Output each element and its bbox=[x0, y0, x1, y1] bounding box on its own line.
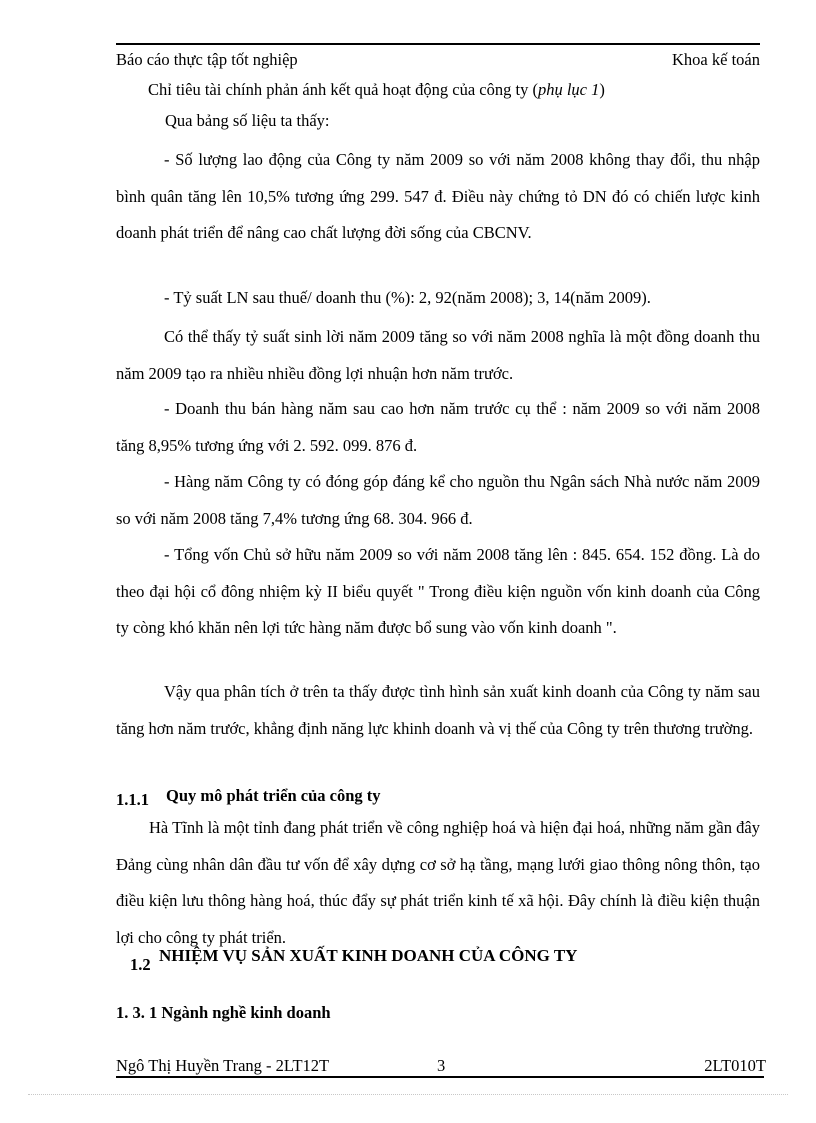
footer-code: 2LT010T bbox=[704, 1056, 766, 1075]
paragraph-budget: - Hàng năm Công ty có đóng góp đáng kể cho nguồn thu Ngân sách Nhà nước năm 2009 so với năm 2008 tăng 7,4% tương ứng 68. 304. 966 đ. bbox=[116, 472, 760, 528]
footer-author: Ngô Thị Huyền Trang - 2LT12T bbox=[116, 1056, 330, 1075]
paragraph-ha-tinh: Hà Tĩnh là một tỉnh đang phát triển về công nghiệp hoá và hiện đại hoá, những năm gần đây Đảng cùng nhân dân đầu tư vốn để xây dựng cơ sở hạ tầng, mạng lưới giao thông nông thôn, tạo điều kiện lưu thông hàng hoá, thúc đẩy sự phát triển kinh tế xã hội. Đây chính là điều kiện thuận lợi cho công ty phát triển. bbox=[116, 818, 760, 947]
section-number-1-1-1: 1.1.1 bbox=[116, 790, 149, 809]
paragraph-conclusion: Vậy qua phân tích ở trên ta thấy được tình hình sản xuất kinh doanh của Công ty năm sau tăng hơn năm trước, khẳng định năng lực khinh doanh và vị thế của Công ty trên thương trường. bbox=[116, 682, 760, 738]
section-heading-scale: Quy mô phát triển của công ty bbox=[166, 786, 381, 805]
section-number-1-2: 1.2 bbox=[130, 955, 151, 974]
intro-text: Chỉ tiêu tài chính phản ánh kết quả hoạt động của công ty ( bbox=[148, 80, 538, 99]
paragraph-profit-ratio: - Tỷ suất LN sau thuế/ doanh thu (%): 2, 92(năm 2008); 3, 14(năm 2009). bbox=[164, 288, 651, 307]
paragraph-intro-data: Qua bảng số liệu ta thấy: bbox=[165, 111, 330, 130]
header-right: Khoa kế toán bbox=[672, 50, 760, 69]
footer-bottom-rule bbox=[116, 1076, 764, 1078]
page-edge-dotted-line bbox=[28, 1094, 788, 1095]
intro-close: ) bbox=[599, 80, 605, 99]
appendix-ref: phụ lục 1 bbox=[537, 80, 600, 99]
paragraph-profitability: Có thể thấy tỷ suất sinh lời năm 2009 tăng so với năm 2008 nghĩa là một đồng doanh thu năm 2009 tạo ra nhiều nhiều đồng lợi nhuận hơn năm trước. bbox=[116, 327, 760, 383]
section-heading-business-lines: 1. 3. 1 Ngành nghề kinh doanh bbox=[116, 1003, 331, 1022]
footer-page-number: 3 bbox=[437, 1056, 446, 1075]
paragraph-labor: - Số lượng lao động của Công ty năm 2009 so với năm 2008 không thay đổi, thu nhập bình quân tăng lên 10,5% tương ứng 299. 547 đ. Điều này chứng tỏ DN đó có chiến lược kinh doanh phát triển để nâng cao chất lượng đời sống của CBCNV. bbox=[116, 150, 760, 242]
paragraph-revenue: - Doanh thu bán hàng năm sau cao hơn năm trước cụ thể : năm 2009 so với năm 2008 tăng 8,95% tương ứng với 2. 592. 099. 876 đ. bbox=[116, 399, 760, 455]
header-top-rule bbox=[116, 43, 760, 45]
paragraph-equity: - Tổng vốn Chủ sở hữu năm 2009 so với năm 2008 tăng lên : 845. 654. 152 đồng. Là do theo đại hội cổ đông nhiệm kỳ II biểu quyết " Trong điều kiện nguồn vốn kinh doanh của Công ty còng khó khăn nên lợi tức hàng năm được bổ sung vào vốn kinh doanh ". bbox=[116, 545, 760, 637]
header-left: Báo cáo thực tập tốt nghiệp bbox=[116, 50, 298, 69]
section-heading-tasks: NHIỆM VỤ SẢN XUẤT KINH DOANH CỦA CÔNG TY bbox=[159, 946, 578, 965]
